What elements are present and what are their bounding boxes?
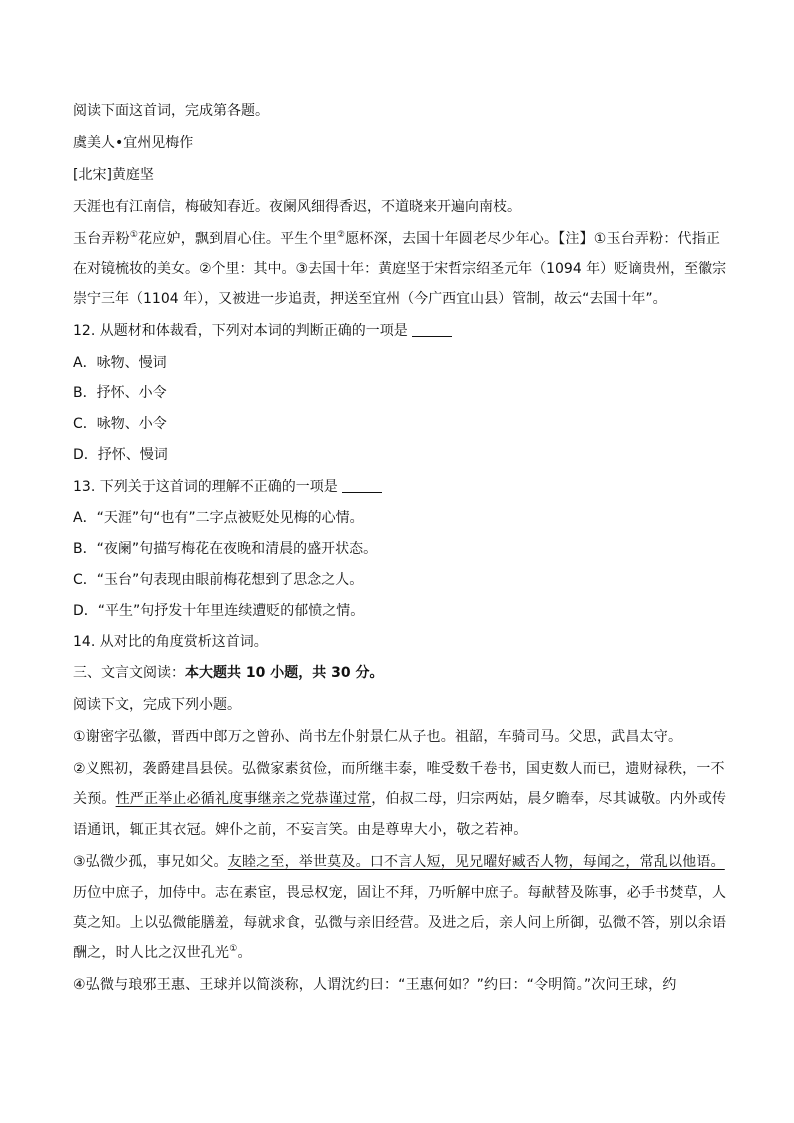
passage-paragraph-4-line-1: ④弘微与琅邪王惠、王球并以简淡称，人谓沈约曰：“王惠何如？”约曰：“令明简。”次问王球，约 — [73, 977, 677, 993]
passage-paragraph-2-line-3: 语通讯，辄正其衣冠。婢仆之前，不妄言笑。由是尊卑大小，敬之若神。 — [73, 822, 528, 838]
passage-paragraph-3-line-3: 莫之知。上以弘微能膳羞，每就求食，弘微与亲旧经营。及进之后，亲人问上所御，弘微不答，别以余语 — [73, 915, 727, 931]
question-12-stem — [73, 322, 452, 340]
poem-line-1: 天涯也有江南信，梅破知春近。夜阑风细得香迟，不道晓来开遍向南枝。 — [73, 199, 521, 215]
passage-instruction: 阅读下文，完成下列小题。 — [73, 697, 241, 713]
question-text: 12. 从题材和体裁看，下列对本词的判断正确的一项是 — [73, 323, 408, 339]
passage-paragraph-3-line-4 — [73, 944, 252, 962]
underlined-sentence: 友睦之至，举世莫及。口不言人短，见兄曜好臧否人物，每闻之，常乱以他语。 — [227, 854, 725, 870]
question-13-option-c: C．“玉台”句表现由眼前梅花想到了思念之人。 — [73, 572, 364, 588]
question-13-stem — [73, 478, 382, 496]
question-13-option-d: D．“平生”句抒发十年里连续遭贬的郁愤之情。 — [73, 603, 365, 619]
question-13-option-a: A．“天涯”句“也有”二字点被贬处见梅的心情。 — [73, 510, 364, 526]
answer-blank — [412, 324, 452, 337]
section-heading — [73, 664, 383, 682]
note-line-3: 崇宁三年（1104 年），又被进一步追责，押送至宜州（今广西宜山县）管制，故云“去国十年”。 — [73, 291, 667, 307]
passage-paragraph-1: ①谢密字弘徽，晋西中郎万之曾孙、尚书左仆射景仁从子也。祖韶，车骑司马。父思，武昌太守。 — [73, 729, 683, 745]
section-title: 三、文言文阅读： — [73, 665, 185, 681]
passage-paragraph-3-line-2: 历位中庶子，加侍中。志在素宦，畏忌权宠，固让不拜，乃听解中庶子。每献替及陈事，必手书焚草，人 — [73, 885, 727, 901]
question-14: 14. 从对比的角度赏析这首词。 — [73, 634, 268, 650]
answer-blank — [342, 480, 382, 493]
passage-text: ③弘微少孤，事兄如父。 — [73, 854, 228, 870]
question-text: 13. 下列关于这首词的理解不正确的一项是 — [73, 479, 338, 495]
passage-paragraph-2-line-1: ②义熙初，袭爵建昌县侯。弘微家素贫俭，而所继丰泰，唯受数千卷书，国吏数人而已，遗财禄秩，一不 — [73, 761, 725, 777]
question-12-option-a: A．咏物、慢词 — [73, 355, 167, 371]
poem-text: 愿杯深，去国十年圆老尽少年心。【注】①玉台弄粉：代指正 — [345, 231, 721, 247]
passage-paragraph-3-line-1 — [73, 853, 725, 871]
poem-author: [北宋]黄庭坚 — [73, 167, 154, 183]
poem-line-2-with-note — [73, 230, 720, 248]
poem-text: 花应妒，飘到眉心住。平生个里 — [138, 231, 337, 247]
question-12-option-c: C．咏物、小令 — [73, 416, 167, 432]
passage-text: 。 — [237, 945, 252, 961]
question-12-option-d: D．抒怀、慢词 — [73, 447, 168, 463]
poem-text: 玉台弄粉 — [73, 231, 130, 247]
passage-text: 酬之，时人比之汉世孔光 — [73, 945, 230, 961]
poem-title: 虞美人•宜州见梅作 — [73, 135, 194, 151]
note-marker: ① — [129, 230, 139, 240]
question-13-option-b: B．“夜阑”句描写梅花在夜晚和清晨的盛开状态。 — [73, 541, 378, 557]
note-line-2: 在对镜梳妆的美女。②个里：其中。③去国十年：黄庭坚于宋哲宗绍圣元年（1094 年）贬谪贵州，至徽宗 — [73, 261, 727, 277]
passage-text: 关预。 — [73, 791, 116, 807]
note-marker: ① — [229, 944, 238, 954]
note-marker: ② — [336, 230, 346, 240]
section-scoring: 本大题共 10 小题，共 30 分。 — [185, 665, 384, 681]
underlined-sentence: 性严正举止必循礼度事继亲之党恭谨过常 — [115, 791, 372, 807]
question-12-option-b: B．抒怀、小令 — [73, 385, 167, 401]
passage-paragraph-2-line-2 — [73, 790, 726, 808]
reading-instruction: 阅读下面这首词，完成第各题。 — [73, 103, 269, 119]
passage-text: ，伯叔二母，归宗两姑，晨夕瞻奉，尽其诚敬。内外或传 — [371, 791, 727, 807]
